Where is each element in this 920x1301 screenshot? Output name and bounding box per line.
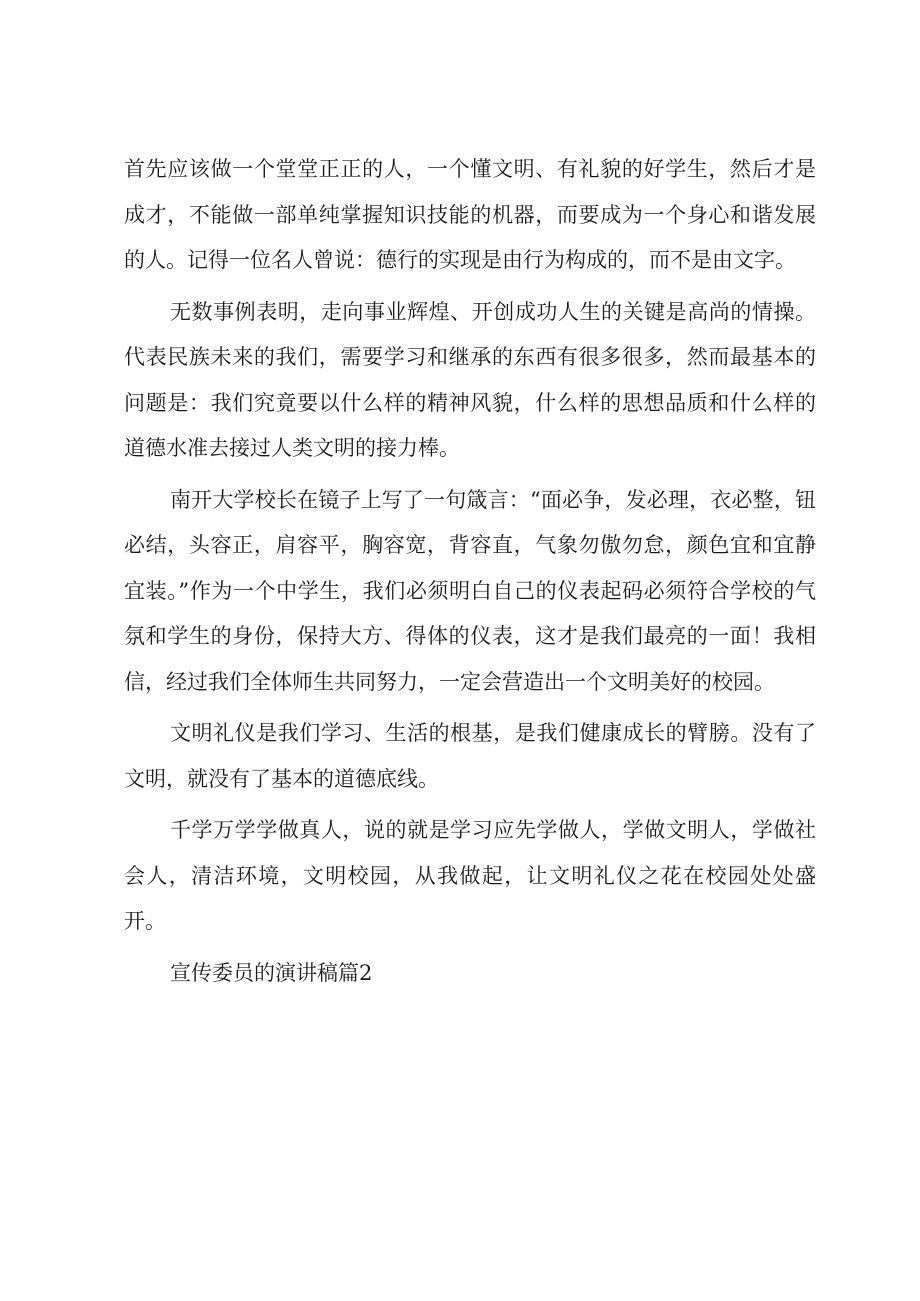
section-heading: 宣传委员的演讲稿篇2: [170, 960, 373, 985]
document-body: [124, 147, 816, 996]
paragraph-1: 首先应该做一个堂堂正正的人，一个懂文明、有礼貌的好学生，然后才是成才，不能做一部单纯掌握知识技能的机器，而要成为一个身心和谐发展的人。记得一位名人曾说：德行的实现是由行为构成的，而不是由文字。: [124, 157, 816, 272]
paragraph-5: 千学万学学做真人，说的就是学习应先学做人，学做文明人，学做社会人，清洁环境，文明校园，从我做起，让文明礼仪之花在校园处处盛开。: [124, 818, 816, 933]
paragraph-3: 南开大学校长在镜子上写了一句箴言：“面必争，发必理，衣必整，钮必结，头容正，肩容平，胸容宽，背容直，气象勿傲勿怠，颜色宜和宜静宜装。”作为一个中学生，我们必须明白自己的仪表起码必须符合学校的气氛和学生的身份，保持大方、得体的仪表，这才是我们最亮的一面！我相信，经过我们全体师生共同努力，一定会营造出一个文明美好的校园。: [124, 487, 816, 694]
paragraph-4: 文明礼仪是我们学习、生活的根基，是我们健康成长的臂膀。没有了文明，就没有了基本的道德底线。: [124, 721, 816, 791]
paragraph-2: 无数事例表明，走向事业辉煌、开创成功人生的关键是高尚的情操。代表民族未来的我们，需要学习和继承的东西有很多很多，然而最基本的问题是：我们究竟要以什么样的精神风貌，什么样的思想品质和什么样的道德水准去接过人类文明的接力棒。: [124, 299, 816, 460]
